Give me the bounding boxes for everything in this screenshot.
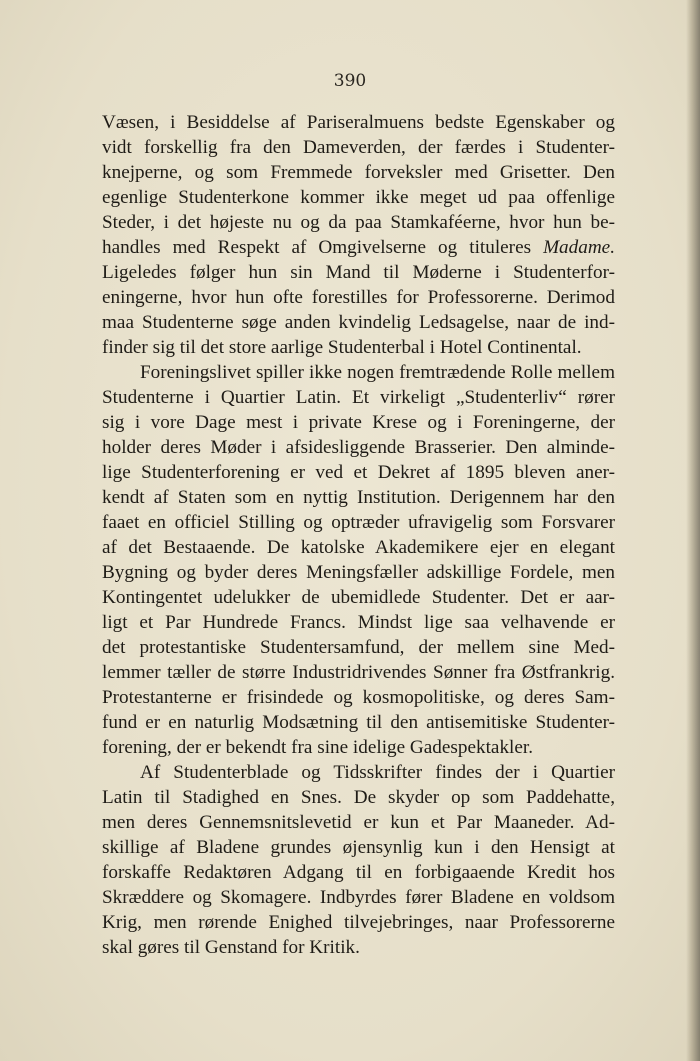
text-line: af det Bestaaende. De katolske Akademikere ejer en elegant bbox=[102, 537, 615, 558]
body-text bbox=[102, 110, 615, 960]
text-line: fund er en naturlig Modsætning til den antisemitiske Studenter- bbox=[102, 712, 615, 733]
text-line: sig i vore Dage mest i private Krese og i Foreningerne, der bbox=[102, 412, 615, 433]
paragraph-end-line: forening, der er bekendt fra sine idelige Gadespektakler. bbox=[102, 737, 534, 758]
text-line: ligt et Par Hundrede Francs. Mindst lige saa velhavende er bbox=[102, 612, 615, 633]
text-line: holder deres Møder i afsidesliggende Brasserier. Den alminde- bbox=[102, 437, 615, 458]
text-line: vidt forskellig fra den Dameverden, der færdes i Studenter- bbox=[102, 137, 615, 158]
text-line: Latin til Stadighed en Snes. De skyder op som Paddehatte, bbox=[102, 787, 615, 808]
text-line: Krig, men rørende Enighed tilvejebringes, naar Professorerne bbox=[102, 912, 615, 933]
text-line: knejperne, og som Fremmede forveksler med Grisetter. Den bbox=[102, 162, 615, 183]
text-line: Bygning og byder deres Meningsfæller adskillige Fordele, men bbox=[102, 562, 615, 583]
text-line: Kontingentet udelukker de ubemidlede Studenter. Det er aar- bbox=[102, 587, 615, 608]
paragraph-start-line: Foreningslivet spiller ikke nogen fremtrædende Rolle mellem bbox=[140, 362, 615, 383]
text-line: eningerne, hvor hun ofte forestilles for Professorerne. Derimod bbox=[102, 287, 615, 308]
page-number: 390 bbox=[333, 71, 367, 91]
text-line: lemmer tæller de større Industridrivendes Sønner fra Østfrankrig. bbox=[102, 662, 615, 683]
text-line: faaet en officiel Stilling og optræder ufravigelig som Forsvarer bbox=[102, 512, 615, 533]
emphasized-word: Madame. bbox=[543, 237, 615, 258]
text-line: men deres Gennemsnitslevetid er kun et Par Maaneder. Ad- bbox=[102, 812, 615, 833]
paragraph-end-line: skal gøres til Genstand for Kritik. bbox=[102, 937, 360, 958]
text-line: forskaffe Redaktøren Adgang til en forbigaaende Kredit hos bbox=[102, 862, 615, 883]
text-line: kendt af Staten som en nyttig Institution. Derigennem har den bbox=[102, 487, 615, 508]
text-line: egenlige Studenterkone kommer ikke meget ud paa offenlige bbox=[102, 187, 615, 208]
paragraph-end-line: finder sig til det store aarlige Studenterbal i Hotel Continental. bbox=[102, 337, 582, 358]
text-line: Steder, i det højeste nu og da paa Stamkaféerne, hvor hun be- bbox=[102, 212, 615, 233]
text-line: lige Studenterforening er ved et Dekret af 1895 bleven aner- bbox=[102, 462, 615, 483]
paragraph-start-line: Af Studenterblade og Tidsskrifter findes der i Quartier bbox=[140, 762, 615, 783]
text-line: skillige af Bladene grundes øjensynlig kun i den Hensigt at bbox=[102, 837, 615, 858]
text-line: maa Studenterne søge anden kvindelig Ledsagelse, naar de ind- bbox=[102, 312, 615, 333]
text-line: Protestanterne er frisindede og kosmopolitiske, og deres Sam- bbox=[102, 687, 615, 708]
text-line: Ligeledes følger hun sin Mand til Møderne i Studenterfor- bbox=[102, 262, 615, 283]
text-line: Væsen, i Besiddelse af Pariseralmuens bedste Egenskaber og bbox=[102, 112, 615, 133]
text-segment: handles med Respekt af Omgivelserne og tituleres bbox=[102, 237, 544, 258]
text-line-with-emphasis bbox=[102, 235, 615, 260]
text-line: det protestantiske Studentersamfund, der mellem sine Med- bbox=[102, 637, 615, 658]
text-line: Skræddere og Skomagere. Indbyrdes fører Bladene en voldsom bbox=[102, 887, 615, 908]
text-line: Studenterne i Quartier Latin. Et virkeligt „Studenterliv“ rører bbox=[102, 387, 615, 408]
